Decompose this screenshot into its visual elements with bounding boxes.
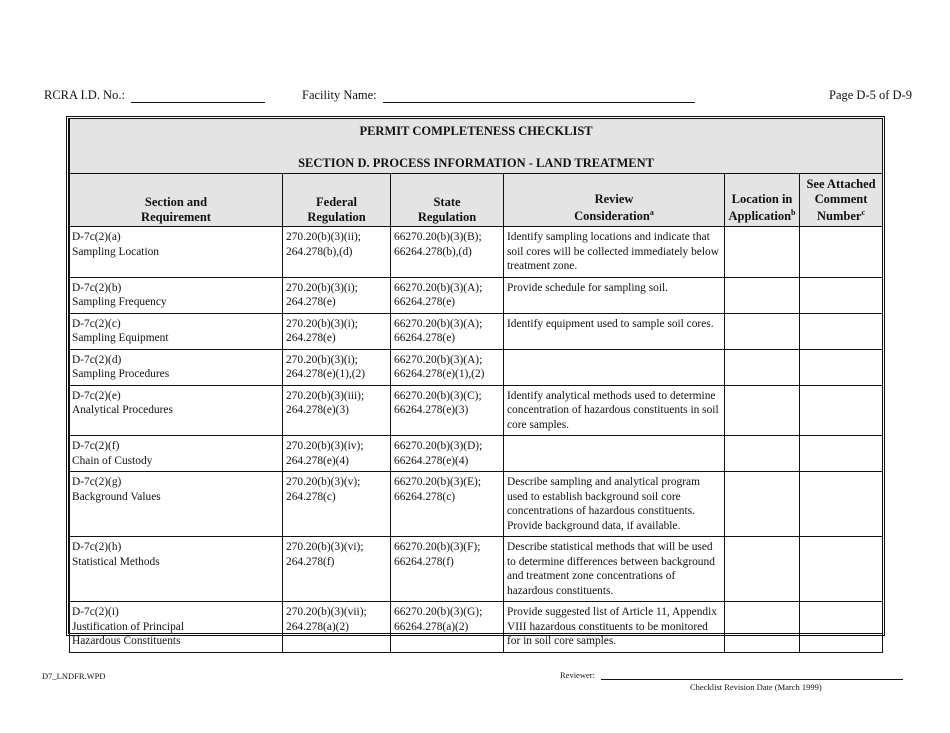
- table-row: [70, 537, 883, 602]
- comment-number-cell[interactable]: [800, 602, 883, 653]
- section-cell: [70, 472, 283, 537]
- table-row: [70, 349, 883, 385]
- federal-regulation-cell: 270.20(b)(3)(i); 264.278(e): [283, 277, 391, 313]
- federal-regulation-cell: 270.20(b)(3)(iii); 264.278(e)(3): [283, 385, 391, 436]
- location-in-application-cell[interactable]: [725, 227, 800, 278]
- state-regulation-cell: 66270.20(b)(3)(E); 66264.278(c): [391, 472, 504, 537]
- section-code: D-7c(2)(h): [72, 541, 122, 553]
- facility-name-blank[interactable]: [383, 90, 695, 103]
- review-consideration-cell: Provide suggested list of Article 11, Appendix VIII hazardous constituents to be monitored for in soil core samples.: [504, 602, 725, 653]
- section-code: D-7c(2)(d): [72, 353, 122, 366]
- requirement-name: Sampling Equipment: [72, 332, 169, 344]
- section-cell: [70, 385, 283, 436]
- section-code: D-7c(2)(a): [72, 231, 121, 243]
- comment-number-cell[interactable]: [800, 349, 883, 385]
- review-consideration-cell: [504, 436, 725, 472]
- section-title: SECTION D. PROCESS INFORMATION - LAND TREATMENT: [298, 155, 655, 170]
- section-cell: [70, 277, 283, 313]
- requirement-name: Sampling Procedures: [72, 368, 170, 380]
- comment-number-cell[interactable]: [800, 277, 883, 313]
- requirement-name: Sampling Location: [72, 245, 159, 258]
- section-code: D-7c(2)(f): [72, 440, 120, 452]
- section-cell: [70, 349, 283, 385]
- section-code: D-7c(2)(g): [72, 476, 122, 488]
- review-consideration-cell: Identify analytical methods used to determine concentration of hazardous constituents in soil core samples.: [504, 385, 725, 436]
- checklist-title: PERMIT COMPLETENESS CHECKLIST: [359, 124, 593, 138]
- table-row: [70, 313, 883, 349]
- federal-regulation-cell: 270.20(b)(3)(vi); 264.278(f): [283, 537, 391, 602]
- comment-number-cell[interactable]: [800, 227, 883, 278]
- table-row: [70, 472, 883, 537]
- location-in-application-cell[interactable]: [725, 436, 800, 472]
- requirement-name: Analytical Procedures: [72, 404, 173, 416]
- table-row: [70, 277, 883, 313]
- section-code: D-7c(2)(e): [72, 389, 121, 402]
- state-regulation-cell: 66270.20(b)(3)(C); 66264.278(e)(3): [391, 385, 504, 436]
- state-regulation-cell: 66270.20(b)(3)(G); 66264.278(a)(2): [391, 602, 504, 653]
- rcra-id-field: [44, 88, 265, 103]
- table-row: [70, 602, 883, 653]
- section-cell: [70, 602, 283, 653]
- reviewer-label: Reviewer:: [560, 670, 595, 680]
- comment-number-cell[interactable]: [800, 313, 883, 349]
- col-header-review: Review Consideration$^a$: [504, 174, 725, 227]
- requirement-name: Statistical Methods: [72, 555, 160, 568]
- state-regulation-cell: 66270.20(b)(3)(B); 66264.278(b),(d): [391, 227, 504, 278]
- title-row: [70, 119, 883, 174]
- checklist-title-cell: [70, 119, 883, 174]
- col-header-state: State Regulation: [391, 174, 504, 227]
- review-consideration-cell: Describe statistical methods that will be used to determine differences between background and treatment zone concentrations of hazardous constituents.: [504, 537, 725, 602]
- federal-regulation-cell: 270.20(b)(3)(i); 264.278(e)(1),(2): [283, 349, 391, 385]
- section-cell: [70, 227, 283, 278]
- checklist-frame: [66, 116, 885, 647]
- federal-regulation-cell: 270.20(b)(3)(iv); 264.278(e)(4): [283, 436, 391, 472]
- location-in-application-cell[interactable]: [725, 537, 800, 602]
- col-header-section: Section and Requirement: [70, 174, 283, 227]
- table-row: [70, 227, 883, 278]
- requirement-name: Justification of Principal Hazardous Constituents: [72, 620, 184, 647]
- requirement-name: Sampling Frequency: [72, 296, 167, 308]
- state-regulation-cell: 66270.20(b)(3)(A); 66264.278(e)(1),(2): [391, 349, 504, 385]
- comment-number-cell[interactable]: [800, 472, 883, 537]
- comment-number-cell[interactable]: [800, 436, 883, 472]
- location-in-application-cell[interactable]: [725, 313, 800, 349]
- section-code: D-7c(2)(i): [72, 606, 119, 618]
- location-in-application-cell[interactable]: [725, 385, 800, 436]
- col-header-federal: Federal Regulation: [283, 174, 391, 227]
- state-regulation-cell: 66270.20(b)(3)(A); 66264.278(e): [391, 277, 504, 313]
- location-in-application-cell[interactable]: [725, 602, 800, 653]
- location-in-application-cell[interactable]: [725, 349, 800, 385]
- requirement-name: Chain of Custody: [72, 454, 153, 467]
- rcra-id-label: RCRA I.D. No.:: [44, 88, 125, 102]
- federal-regulation-cell: 270.20(b)(3)(ii); 264.278(b),(d): [283, 227, 391, 278]
- col-header-location: Location in Application$^b$: [725, 174, 800, 227]
- federal-regulation-cell: 270.20(b)(3)(v); 264.278(c): [283, 472, 391, 537]
- section-code: D-7c(2)(c): [72, 317, 121, 330]
- state-regulation-cell: 66270.20(b)(3)(D); 66264.278(e)(4): [391, 436, 504, 472]
- state-regulation-cell: 66270.20(b)(3)(F); 66264.278(f): [391, 537, 504, 602]
- review-consideration-cell: Describe sampling and analytical program used to establish background soil core concentrations of hazardous constituents. Provide background data, if available.: [504, 472, 725, 537]
- review-consideration-cell: Identify sampling locations and indicate that soil cores will be collected immediately below treatment zone.: [504, 227, 725, 278]
- state-regulation-cell: 66270.20(b)(3)(A); 66264.278(e): [391, 313, 504, 349]
- page-number: Page D-5 of D-9: [829, 88, 912, 102]
- facility-name-label: Facility Name:: [302, 88, 377, 102]
- section-cell: [70, 313, 283, 349]
- section-cell: [70, 436, 283, 472]
- checklist-table: [69, 119, 883, 653]
- rcra-id-blank[interactable]: [131, 90, 265, 103]
- review-consideration-cell: Identify equipment used to sample soil cores.: [504, 313, 725, 349]
- reviewer-blank[interactable]: [601, 670, 903, 680]
- revision-date: Checklist Revision Date (March 1999): [690, 682, 822, 692]
- location-in-application-cell[interactable]: [725, 277, 800, 313]
- facility-name-field: [302, 88, 695, 103]
- section-code: D-7c(2)(b): [72, 281, 122, 294]
- federal-regulation-cell: 270.20(b)(3)(vii); 264.278(a)(2): [283, 602, 391, 653]
- file-name: D7_LNDFR.WPD: [42, 671, 106, 681]
- column-header-row: [70, 174, 883, 227]
- section-cell: [70, 537, 283, 602]
- review-consideration-cell: Provide schedule for sampling soil.: [504, 277, 725, 313]
- col-header-comment: See Attached Comment Number$^c$: [800, 174, 883, 227]
- federal-regulation-cell: 270.20(b)(3)(i); 264.278(e): [283, 313, 391, 349]
- location-in-application-cell[interactable]: [725, 472, 800, 537]
- table-row: [70, 385, 883, 436]
- comment-number-cell[interactable]: [800, 537, 883, 602]
- review-consideration-cell: [504, 349, 725, 385]
- table-row: [70, 436, 883, 472]
- reviewer-field: [560, 670, 903, 680]
- comment-number-cell[interactable]: [800, 385, 883, 436]
- requirement-name: Background Values: [72, 490, 161, 503]
